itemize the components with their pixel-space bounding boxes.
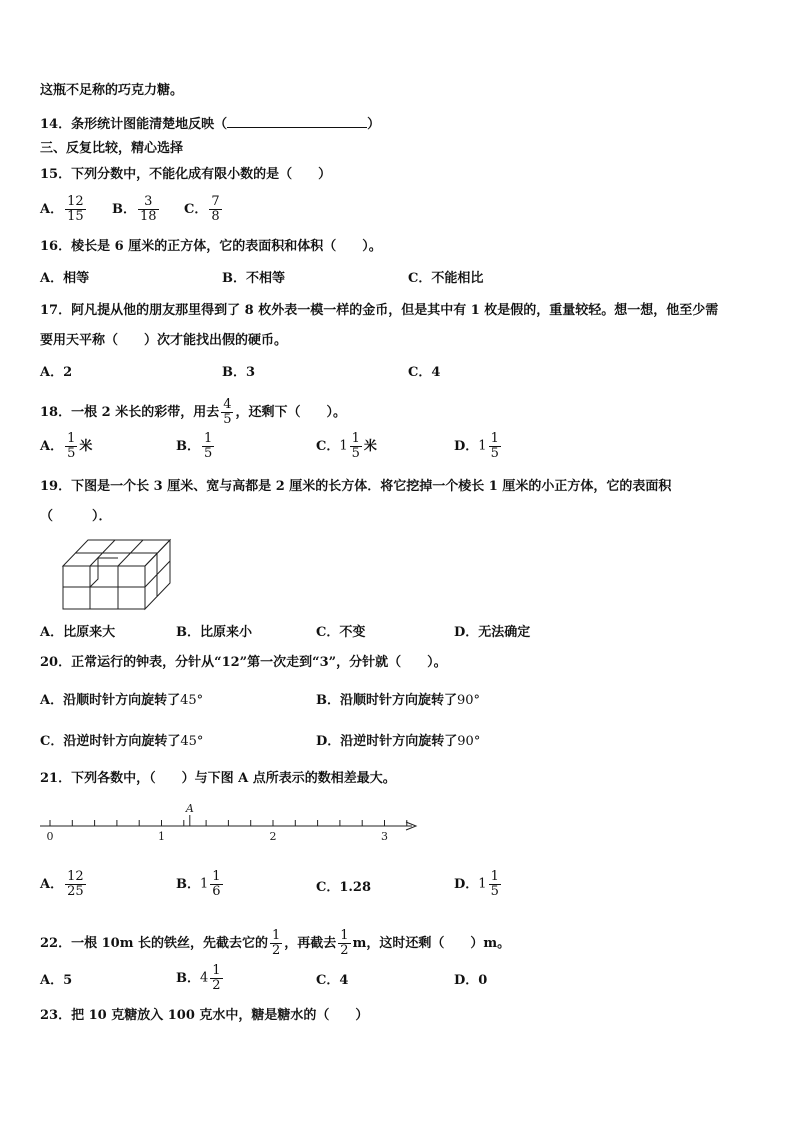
q14-close: ）	[367, 117, 381, 132]
q17-option-c[interactable]: C．4	[408, 365, 441, 380]
cuboid-figure	[58, 534, 178, 614]
q21-option-c[interactable]: C．1.28	[316, 880, 372, 895]
q19-option-d[interactable]: D．无法确定	[454, 625, 531, 640]
point-a-label: A	[185, 802, 194, 815]
q17-option-b[interactable]: B．3	[222, 365, 256, 380]
q21-option-a[interactable]: A． $\frac{12}{25}$	[40, 869, 84, 899]
question-20-stem: 20．正常运行的钟表，分针从“12”第一次走到“3”，分针就（ ）。	[40, 655, 447, 670]
q18-option-d[interactable]: D．1 $\frac{1}{5}$	[454, 431, 499, 461]
q20-option-c[interactable]: C．沿逆时针方向旋转了45°	[40, 734, 204, 749]
q15-option-c[interactable]: C． $\frac{7}{8}$	[184, 194, 220, 224]
question-22-stem: 22．一根 10m 长的铁丝，先截去它的 $\frac{1}{2}$ ，再截去 $\frac{1}{2}$ m，这时还剩（ ）m。	[40, 928, 511, 958]
text-line: 这瓶不足称的巧克力糖。	[40, 83, 184, 98]
question-21-stem: 21．下列各数中，（ ）与下图 A 点所表示的数相差最大。	[40, 771, 396, 786]
q15-option-a[interactable]: A． $\frac{12}{15}$	[40, 194, 84, 224]
q20-option-b[interactable]: B．沿顺时针方向旋转了90°	[316, 693, 481, 708]
section-heading: 三、反复比较，精心选择	[40, 141, 184, 156]
q22-option-d[interactable]: D．0	[454, 973, 488, 988]
q19-option-b[interactable]: B．比原来小	[176, 625, 252, 640]
q15-option-b[interactable]: B． $\frac{3}{18}$	[112, 194, 157, 224]
axis-label: 2	[269, 830, 277, 843]
q16-option-a[interactable]: A．相等	[40, 271, 90, 286]
answer-blank[interactable]	[227, 115, 367, 128]
q20-option-d[interactable]: D．沿逆时针方向旋转了90°	[316, 734, 481, 749]
question-17-stem-cont: 要用天平称（ ）次才能找出假的硬币。	[40, 333, 288, 348]
q16-option-b[interactable]: B．不相等	[222, 271, 285, 286]
question-19-stem: 19．下图是一个长 3 厘米、宽与高都是 2 厘米的长方体．将它挖掉一个棱长 1 厘米的小正方体，它的表面积	[40, 479, 672, 494]
question-23-stem: 23．把 10 克糖放入 100 克水中，糖是糖水的（ ）	[40, 1008, 369, 1023]
axis-label: 1	[158, 830, 165, 843]
question-15-stem: 15．下列分数中，不能化成有限小数的是（ ）	[40, 167, 332, 182]
question-18-stem: 18．一根 2 米长的彩带，用去 $\frac{4}{5}$ ，还剩下（ ）。	[40, 397, 346, 427]
question-14	[40, 115, 380, 134]
q16-option-c[interactable]: C．不能相比	[408, 271, 484, 286]
q22-option-c[interactable]: C．4	[316, 973, 349, 988]
number-line	[36, 800, 426, 844]
axis-label: 0	[46, 830, 54, 843]
question-16-stem: 16．棱长是 6 厘米的正方体，它的表面积和体积（ ）。	[40, 239, 382, 254]
q18-option-b[interactable]: B． $\frac{1}{5}$	[176, 431, 213, 461]
q22-option-b[interactable]: B．4 $\frac{1}{2}$	[176, 963, 221, 993]
q21-option-b[interactable]: B．1 $\frac{1}{6}$	[176, 869, 221, 899]
q22-option-a[interactable]: A．5	[40, 973, 73, 988]
q18-option-a[interactable]: A． $\frac{1}{5}$ 米	[40, 431, 93, 461]
q17-option-a[interactable]: A．2	[40, 365, 73, 380]
q19-option-c[interactable]: C．不变	[316, 625, 366, 640]
axis-label: 3	[381, 830, 388, 843]
q19-option-a[interactable]: A．比原来大	[40, 625, 116, 640]
question-17-stem: 17．阿凡提从他的朋友那里得到了 8 枚外表一模一样的金币，但是其中有 1 枚是假的，重量较轻。想一想，他至少需	[40, 303, 719, 318]
q21-option-d[interactable]: D．1 $\frac{1}{5}$	[454, 869, 499, 899]
q20-option-a[interactable]: A．沿顺时针方向旋转了45°	[40, 693, 204, 708]
q14-stem: 14．条形统计图能清楚地反映（	[40, 117, 228, 132]
question-19-stem-cont: （ ）．	[40, 509, 112, 524]
q18-option-c[interactable]: C．1 $\frac{1}{5}$ 米	[316, 431, 377, 461]
